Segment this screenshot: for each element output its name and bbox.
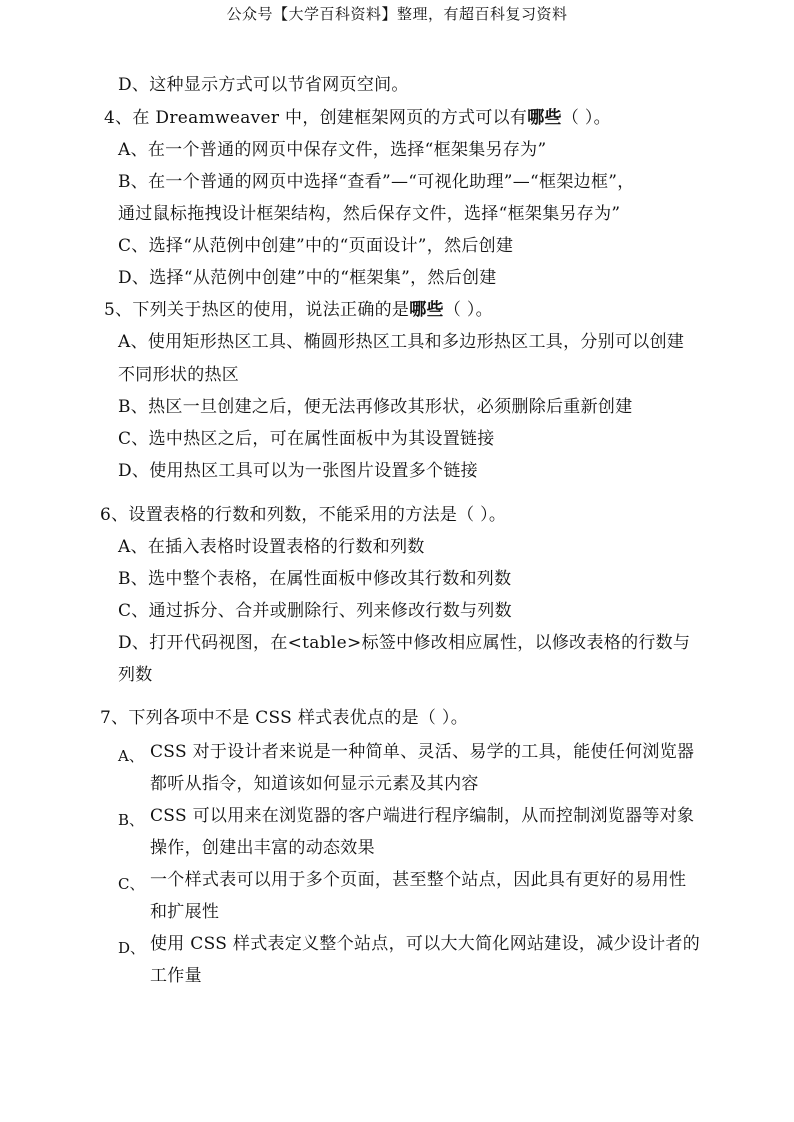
q5-option-a-line2: 不同形状的热区 — [118, 365, 240, 385]
q4-option-b-line2: 通过鼠标拖拽设计框架结构，然后保存文件，选择“框架集另存为” — [118, 204, 621, 224]
q6-stem: 6、设置表格的行数和列数，不能采用的方法是（ ）。 — [100, 505, 507, 525]
q7-option-d-line2: 工作量 — [150, 966, 202, 986]
q6-option-d-line1: D、打开代码视图，在<table>标签中修改相应属性，以修改表格的行数与 — [118, 633, 691, 653]
q7-option-b-line1: CSS 可以用来在浏览器的客户端进行程序编制，从而控制浏览器等对象 — [150, 806, 695, 826]
q5-option-b: B、热区一旦创建之后，便无法再修改其形状，必须删除后重新创建 — [118, 397, 633, 417]
q5-option-c: C、选中热区之后，可在属性面板中为其设置链接 — [118, 429, 495, 449]
q4-option-a: A、在一个普通的网页中保存文件，选择“框架集另存为” — [118, 140, 547, 160]
q6-option-b: B、选中整个表格，在属性面板中修改其行数和列数 — [118, 569, 512, 589]
q4-stem-text: 4、在 Dreamweaver 中，创建框架网页的方式可以有 — [104, 108, 528, 128]
q7-option-d-line1: 使用 CSS 样式表定义整个站点，可以大大简化网站建设，减少设计者的 — [150, 934, 701, 954]
q7-option-d-letter: D、 — [118, 939, 146, 957]
q4-option-b-line1: B、在一个普通的网页中选择“查看”—“可视化助理”—“框架边框”， — [118, 172, 635, 192]
q7-option-a-line2: 都听从指令，知道该如何显示元素及其内容 — [150, 774, 479, 794]
q6-option-a: A、在插入表格时设置表格的行数和列数 — [118, 537, 425, 557]
q5-option-d: D、使用热区工具可以为一张图片设置多个链接 — [118, 461, 478, 481]
q4-stem-emphasis: 哪些 — [527, 108, 562, 128]
q4-option-d: D、选择“从范例中创建”中的“框架集”，然后创建 — [118, 268, 497, 288]
q7-option-c-letter: C、 — [118, 875, 145, 893]
q5-stem — [104, 299, 493, 321]
q7-option-c-line1: 一个样式表可以用于多个页面，甚至整个站点，因此具有更好的易用性 — [150, 870, 687, 890]
q7-option-c-line2: 和扩展性 — [150, 902, 220, 922]
q5-stem-emphasis: 哪些 — [409, 300, 444, 320]
q7-option-b-line2: 操作，创建出丰富的动态效果 — [150, 838, 375, 858]
q7-stem: 7、下列各项中不是 CSS 样式表优点的是（ ）。 — [100, 708, 469, 728]
q5-stem-blank: （ ）。 — [443, 300, 493, 320]
q4-option-c: C、选择“从范例中创建”中的“页面设计”，然后创建 — [118, 236, 514, 256]
q7-option-a-letter: A、 — [118, 747, 144, 765]
q4-stem-blank: （ ）。 — [561, 108, 611, 128]
q7-option-b-letter: B、 — [118, 811, 145, 829]
q6-option-d-line2: 列数 — [118, 665, 153, 685]
q3-option-d: D、这种显示方式可以节省网页空间。 — [118, 75, 409, 95]
q5-stem-text: 5、下列关于热区的使用，说法正确的是 — [104, 300, 410, 320]
q5-option-a-line1: A、使用矩形热区工具、椭圆形热区工具和多边形热区工具，分别可以创建 — [118, 332, 685, 352]
q4-stem — [104, 107, 611, 129]
q7-option-a-line1: CSS 对于设计者来说是一种简单、灵活、易学的工具，能使任何浏览器 — [150, 742, 695, 762]
q6-option-c: C、通过拆分、合并或删除行、列来修改行数与列数 — [118, 601, 512, 621]
page-header: 公众号【大学百科资料】整理，有超百科复习资料 — [226, 5, 568, 23]
